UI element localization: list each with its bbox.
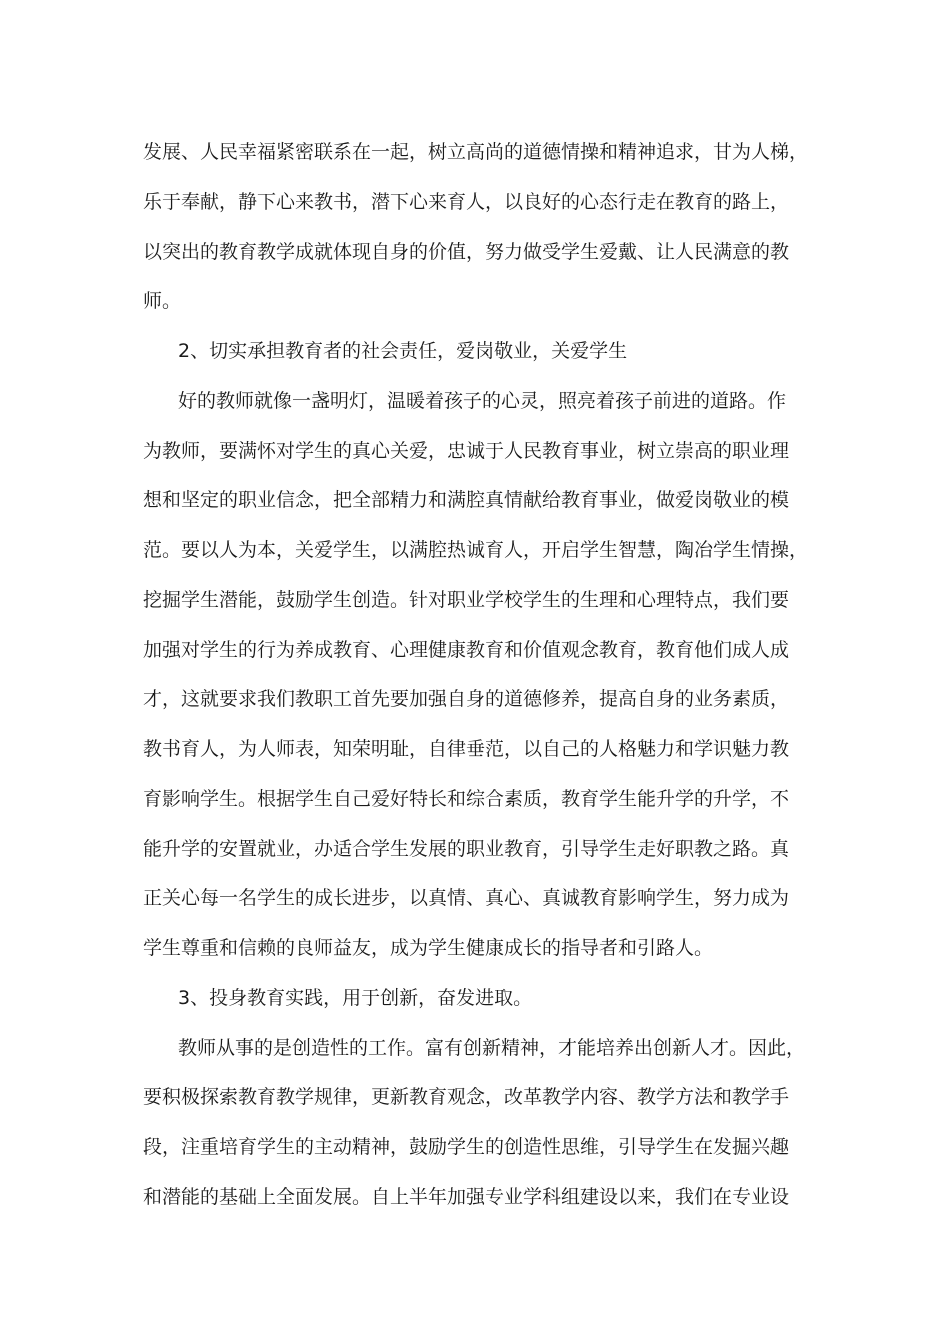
text-line: 教书育人，为人师表，知荣明耻，自律垂范，以自己的人格魅力和学识魅力教	[143, 738, 790, 760]
text-line: 能升学的安置就业，办适合学生发展的职业教育，引导学生走好职教之路。真	[143, 837, 790, 860]
section-heading: 3、投身教育实践，用于创新，奋发进取。	[178, 986, 533, 1009]
text-line: 正关心每一名学生的成长进步，以真情、真心、真诚教育影响学生，努力成为	[143, 887, 790, 910]
text-line: 发展、人民幸福紧密联系在一起，树立高尚的道德情操和精神追求，甘为人梯，	[143, 141, 809, 163]
text-line: 和潜能的基础上全面发展。自上半年加强专业学科组建设以来，我们在专业设	[143, 1185, 790, 1208]
text-line: 加强对学生的行为养成教育、心理健康教育和价值观念教育，教育他们成人成	[143, 638, 790, 661]
text-line: 为教师，要满怀对学生的真心关爱，忠诚于人民教育事业，树立崇高的职业理	[143, 439, 790, 462]
text-line: 教师从事的是创造性的工作。富有创新精神，才能培养出创新人才。因此，	[178, 1036, 806, 1059]
text-line: 才，这就要求我们教职工首先要加强自身的道德修养，提高自身的业务素质，	[143, 688, 790, 711]
text-line: 学生尊重和信赖的良师益友，成为学生健康成长的指导者和引路人。	[143, 937, 714, 959]
section-heading: 2、切实承担教育者的社会责任，爱岗敬业，关爱学生	[178, 340, 628, 362]
text-line: 范。要以人为本，关爱学生，以满腔热诚育人，开启学生智慧，陶冶学生情操，	[143, 539, 809, 561]
text-line: 想和坚定的职业信念，把全部精力和满腔真情献给教育事业，做爱岗敬业的模	[143, 489, 790, 512]
text-line: 师。	[143, 290, 182, 313]
text-line: 乐于奉献，静下心来教书，潜下心来育人，以良好的心态行走在教育的路上，	[143, 190, 790, 213]
text-line: 挖掘学生潜能，鼓励学生创造。针对职业学校学生的生理和心理特点，我们要	[143, 588, 790, 611]
text-line: 好的教师就像一盏明灯，温暖着孩子的心灵，照亮着孩子前进的道路。作	[178, 389, 787, 412]
text-line: 段，注重培育学生的主动精神，鼓励学生的创造性思维，引导学生在发掘兴趣	[143, 1136, 790, 1158]
text-line: 育影响学生。根据学生自己爱好特长和综合素质，教育学生能升学的升学，不	[143, 787, 790, 810]
text-line: 要积极探索教育教学规律，更新教育观念，改革教学内容、教学方法和教学手	[143, 1086, 790, 1109]
document-body	[143, 131, 813, 1226]
text-line: 以突出的教育教学成就体现自身的价值，努力做受学生爱戴、让人民满意的教	[143, 240, 790, 263]
